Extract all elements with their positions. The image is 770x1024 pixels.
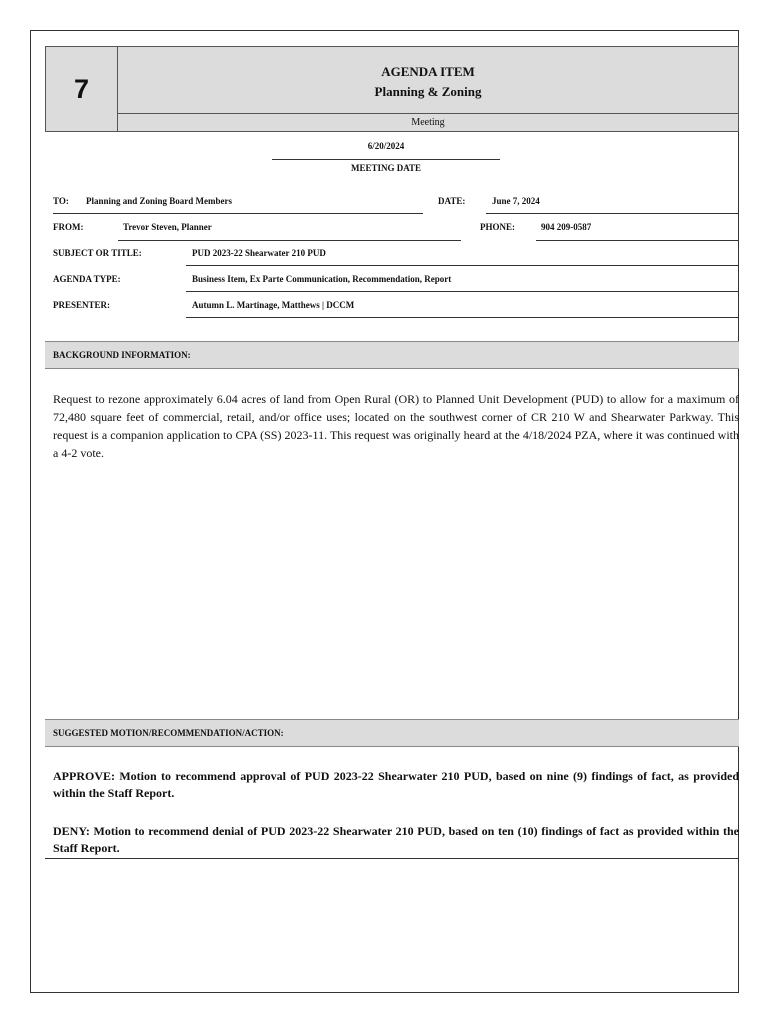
to-label: TO:	[53, 196, 69, 206]
to-rule	[53, 213, 423, 214]
agenda-type-rule	[186, 291, 739, 292]
motion-deny: DENY: Motion to recommend denial of PUD 2023-22 Shearwater 210 PUD, based on ten (10) findings of fact as provided within the Staff Report.	[53, 824, 739, 855]
meeting-date-value: 6/20/2024	[367, 141, 405, 151]
agenda-type-label: AGENDA TYPE:	[53, 274, 121, 284]
agenda-type-value: Business Item, Ex Parte Communication, Recommendation, Report	[192, 274, 452, 284]
date-rule	[486, 213, 739, 214]
date-value: June 7, 2024	[492, 196, 540, 206]
meeting-label: Meeting	[117, 113, 739, 132]
motion-bottom-rule	[45, 858, 739, 859]
to-value: Planning and Zoning Board Members	[86, 196, 233, 206]
motion-heading: SUGGESTED MOTION/RECOMMENDATION/ACTION:	[45, 719, 739, 747]
phone-label: PHONE:	[480, 222, 515, 232]
meeting-date-label: MEETING DATE	[350, 163, 422, 173]
presenter-value: Autumn L. Martinage, Matthews | DCCM	[192, 300, 355, 310]
from-value: Trevor Steven, Planner	[123, 222, 212, 232]
from-label: FROM:	[53, 222, 84, 232]
background-heading: BACKGROUND INFORMATION:	[45, 341, 739, 369]
phone-value: 904 209-0587	[541, 222, 592, 232]
background-text: Request to rezone approximately 6.04 acres of land from Open Rural (OR) to Planned Unit Development (PUD) to allow for a maximum of 72,480 square feet of commercial, retail, and/or office uses; located on the southwest corner of CR 210 W and Shearwater Parkway. This request is a companion application to CPA (SS) 2023-11. This request was originally heard at the 4/18/2024 PZA, where it was continued with a 4-2 vote.	[53, 392, 739, 460]
subject-value: PUD 2023-22 Shearwater 210 PUD	[192, 248, 326, 258]
agenda-header	[117, 46, 739, 114]
presenter-rule	[186, 317, 739, 318]
meeting-date-rule	[272, 159, 500, 160]
from-rule	[118, 240, 461, 241]
subject-label: SUBJECT OR TITLE:	[53, 248, 142, 258]
subject-rule	[186, 265, 739, 266]
agenda-item-number: 7	[45, 46, 118, 132]
date-label: DATE:	[438, 196, 466, 206]
motion-approve: APPROVE: Motion to recommend approval of PUD 2023-22 Shearwater 210 PUD, based on nine (9) findings of fact, as provided within the Staff Report.	[53, 769, 739, 800]
agenda-title: AGENDA ITEM	[381, 64, 475, 79]
presenter-label: PRESENTER:	[53, 300, 111, 310]
phone-rule	[536, 240, 739, 241]
agenda-subtitle: Planning & Zoning	[374, 84, 482, 99]
